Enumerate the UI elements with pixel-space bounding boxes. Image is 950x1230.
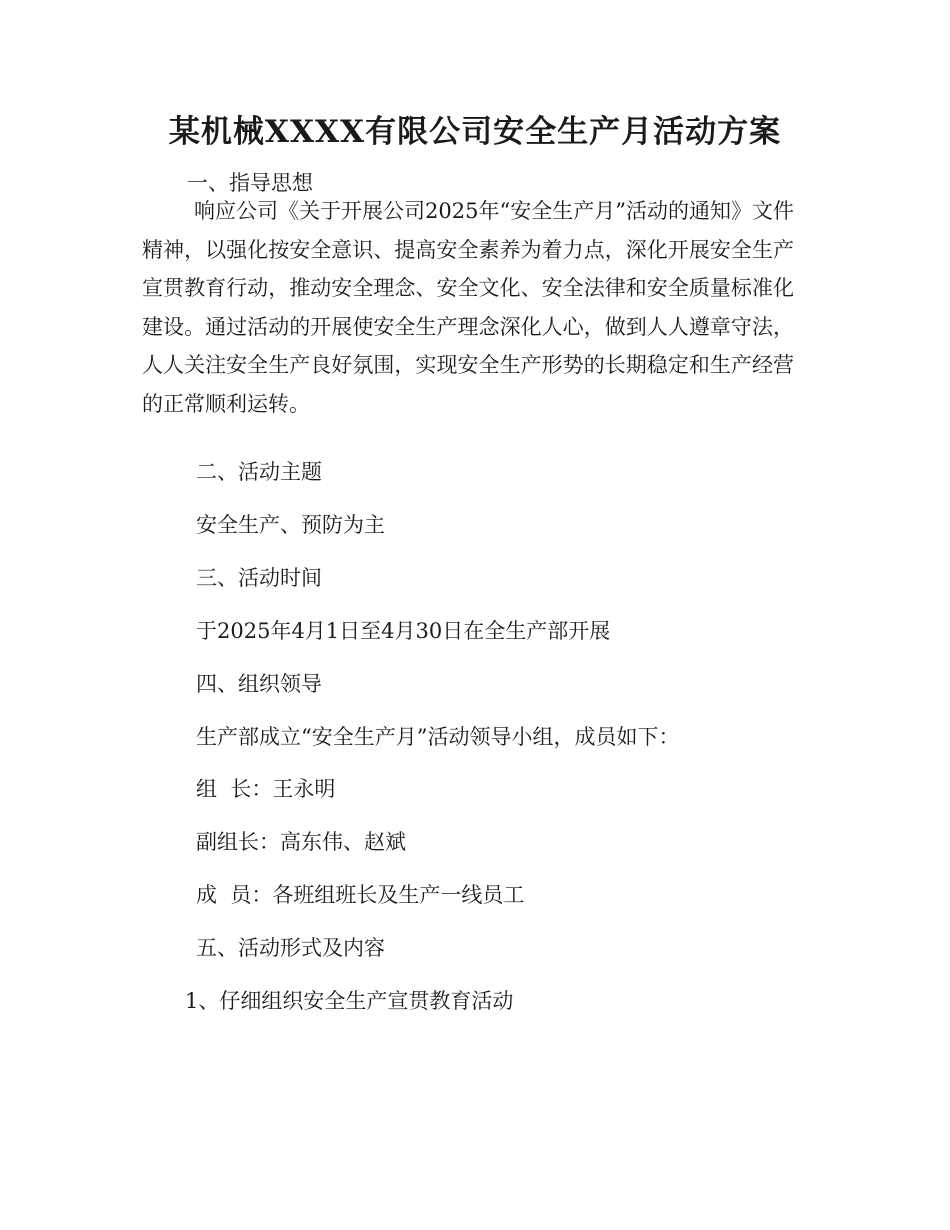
members-line: 成 员：各班组班长及生产一线员工	[196, 883, 525, 907]
section-body-organization-intro: 生产部成立“安全生产月”活动领导小组，成员如下：	[196, 725, 680, 749]
document-title: 某机械XXXX有限公司安全生产月活动方案	[168, 114, 782, 150]
section-heading-guiding-ideology: 一、指导思想	[187, 171, 313, 195]
section-body-activity-time: 于2025年4月1日至4月30日在全生产部开展	[196, 619, 611, 643]
leader-line: 组 长：王永明	[196, 777, 336, 801]
section-body-activity-theme: 安全生产、预防为主	[196, 513, 385, 537]
section-body-guiding-ideology: 响应公司《关于开展公司2025年“安全生产月”活动的通知》文件精神，以强化按安全意识、提高安全素养为着力点，深化开展安全生产宣贯教育行动，推动安全理念、安全文化、安全法律和安全质量标准化建设。通过活动的开展使安全生产理念深化人心，做到人人遵章守法，人人关注安全生产良好氛围，实现安全生产形势的长期稳定和生产经营的正常顺利运转。	[142, 199, 794, 416]
section-heading-activity-content: 五、活动形式及内容	[196, 936, 385, 960]
section-heading-activity-theme: 二、活动主题	[196, 460, 322, 484]
list-item-1: 1、仔细组织安全生产宣贯教育活动	[185, 989, 514, 1013]
section-heading-activity-time: 三、活动时间	[196, 566, 322, 590]
section-heading-organization: 四、组织领导	[196, 672, 322, 696]
deputy-leader-line: 副组长：高东伟、赵斌	[196, 830, 406, 854]
